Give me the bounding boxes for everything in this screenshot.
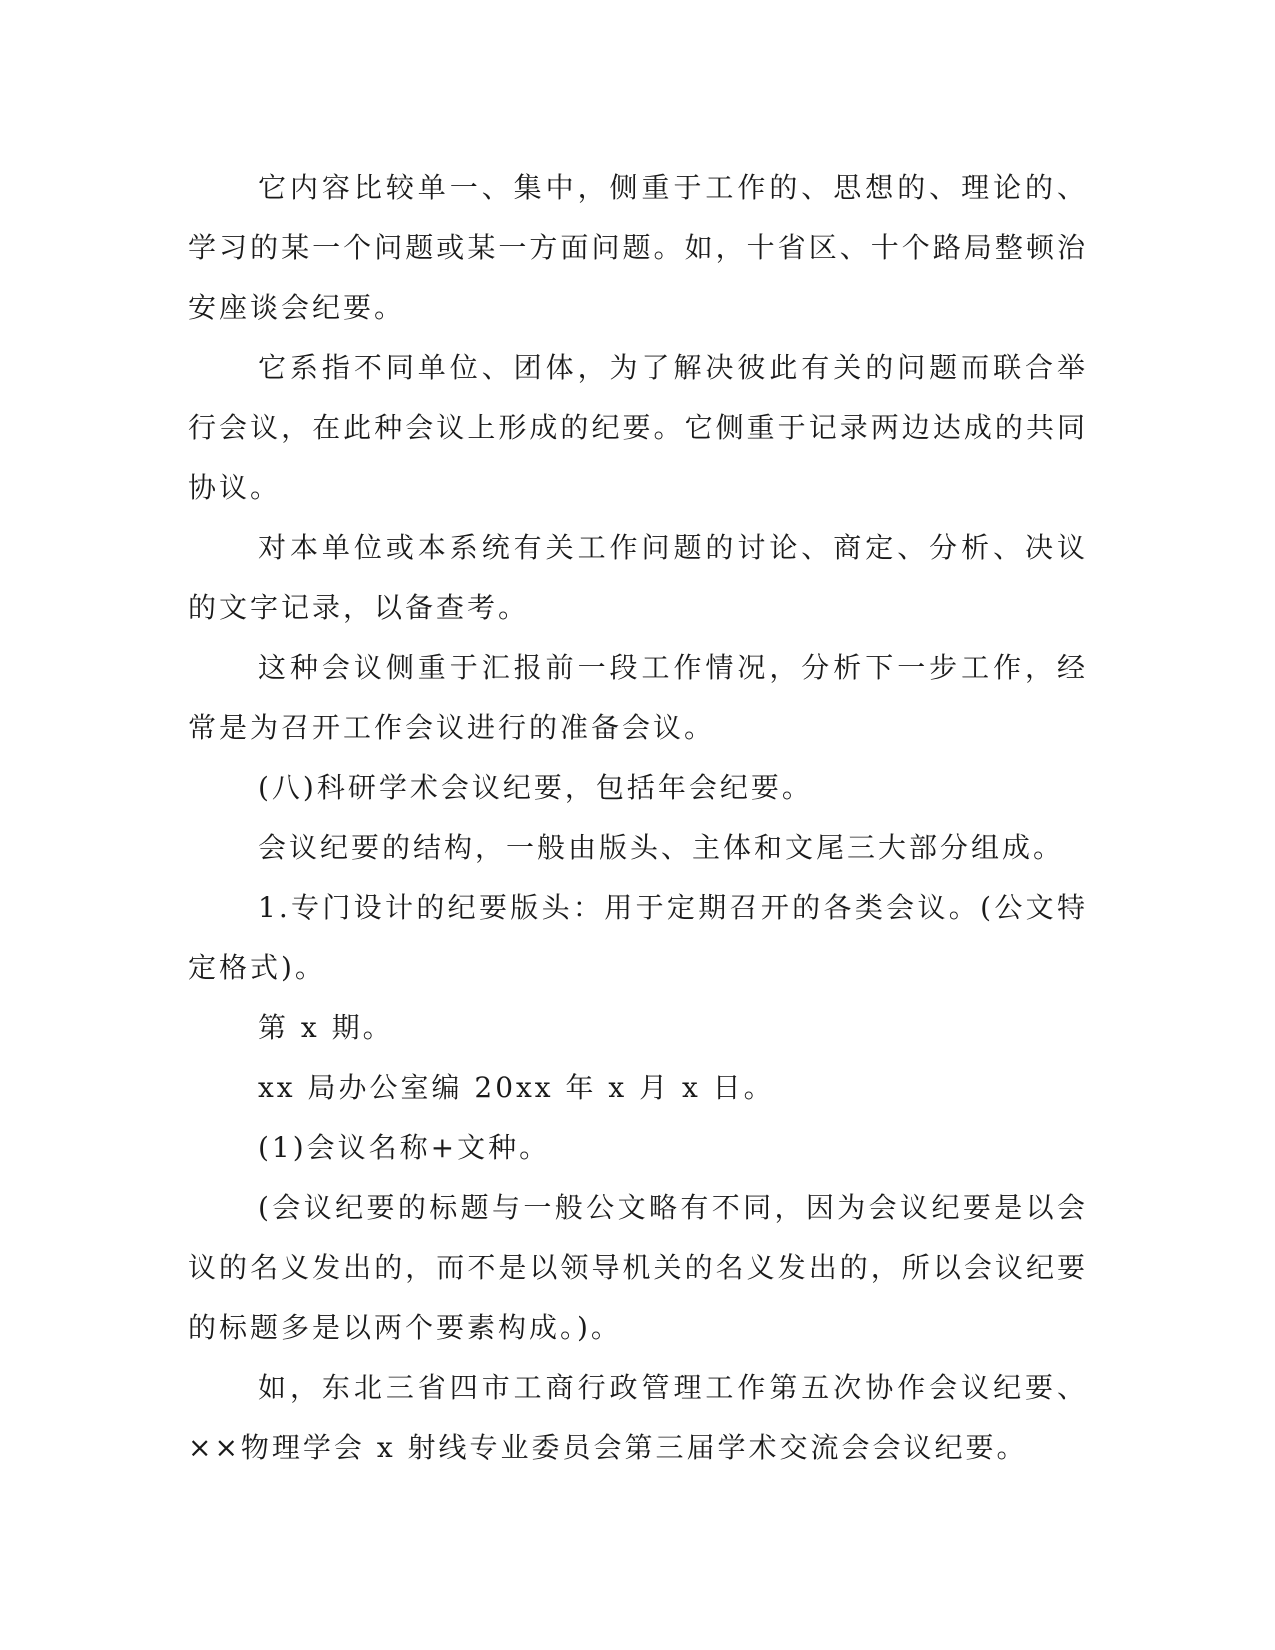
paragraph: 会议纪要的结构，一般由版头、主体和文尾三大部分组成。: [258, 831, 1065, 864]
paragraph: (八)科研学术会议纪要，包括年会纪要。: [258, 771, 813, 804]
paragraph: 第 x 期。: [258, 1011, 394, 1044]
paragraph: 如，东北三省四市工商行政管理工作第五次协作会议纪要、××物理学会 x 射线专业委员会第三届学术交流会会议纪要。: [188, 1371, 1088, 1464]
paragraph: 它内容比较单一、集中，侧重于工作的、思想的、理论的、学习的某一个问题或某一方面问题。如，十省区、十个路局整顿治安座谈会纪要。: [188, 171, 1088, 324]
paragraph: 它系指不同单位、团体，为了解决彼此有关的问题而联合举行会议，在此种会议上形成的纪要。它侧重于记录两边达成的共同协议。: [188, 351, 1088, 504]
paragraph: 这种会议侧重于汇报前一段工作情况，分析下一步工作，经常是为召开工作会议进行的准备会议。: [188, 651, 1088, 744]
paragraph: (会议纪要的标题与一般公文略有不同，因为会议纪要是以会议的名义发出的，而不是以领导机关的名义发出的，所以会议纪要的标题多是以两个要素构成。)。: [188, 1191, 1088, 1344]
paragraph: 对本单位或本系统有关工作问题的讨论、商定、分析、决议的文字记录，以备查考。: [188, 531, 1088, 624]
paragraph: (1)会议名称+文种。: [258, 1131, 551, 1164]
document-body: [188, 158, 1088, 1478]
paragraph: 1.专门设计的纪要版头：用于定期召开的各类会议。(公文特定格式)。: [188, 891, 1088, 984]
paragraph: xx 局办公室编 20xx 年 x 月 x 日。: [258, 1071, 775, 1104]
